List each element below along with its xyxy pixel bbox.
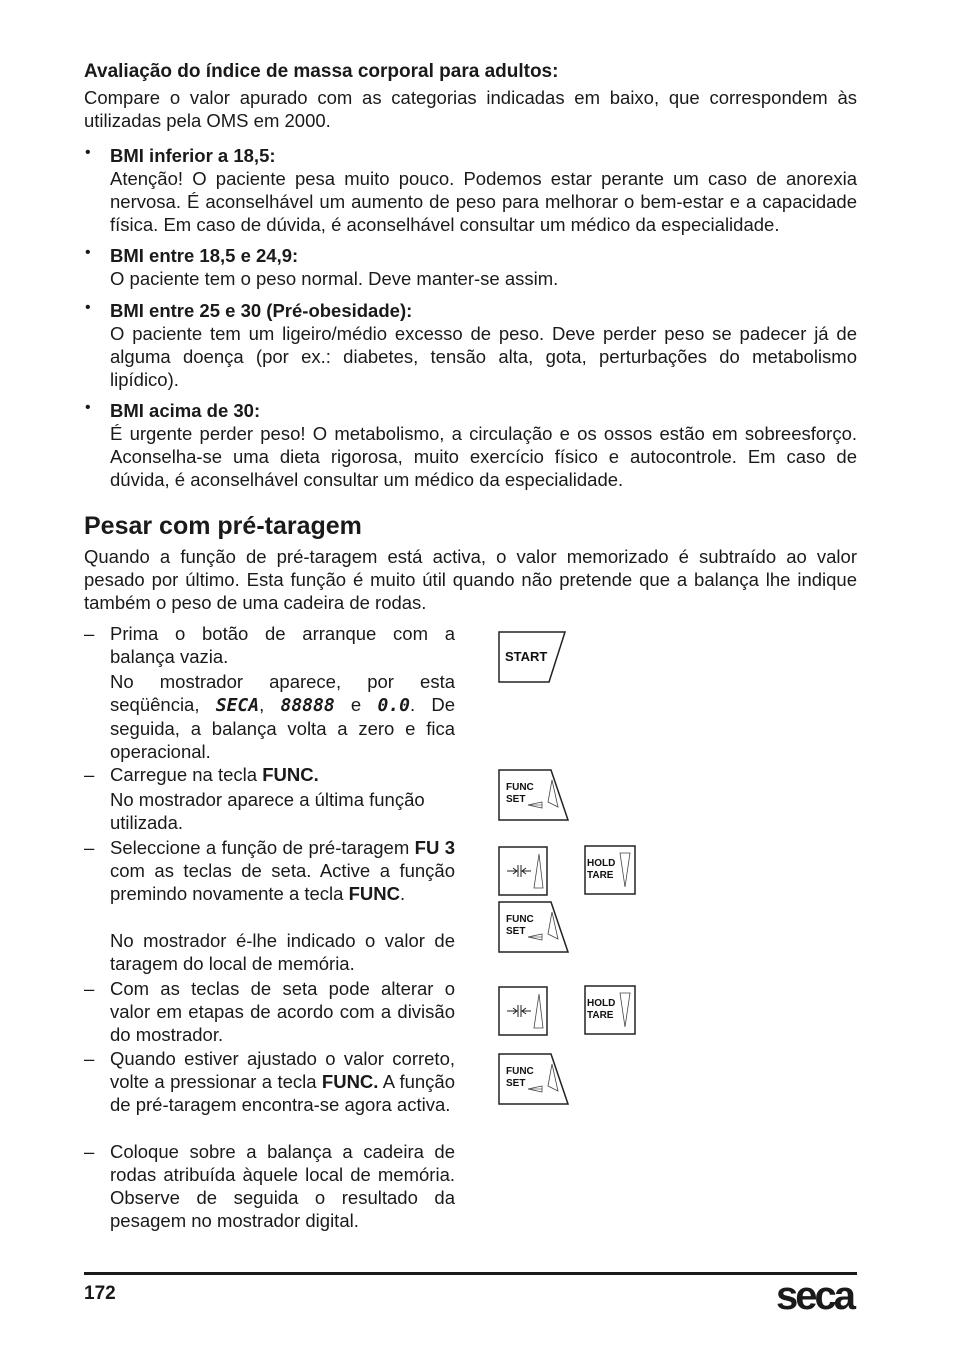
bullet-text: O paciente tem o peso normal. Deve manter-se assim. — [110, 268, 559, 289]
seca-logo: seca — [776, 1274, 853, 1318]
func-set-key-icon: FUNC SET — [498, 901, 570, 953]
bullet-title: BMI entre 25 e 30 (Pré-obesidade): — [110, 300, 413, 321]
func-set-key-icon: FUNC SET — [498, 1053, 570, 1105]
hold-tare-key-icon: HOLD TARE — [584, 985, 638, 1035]
arrow-key-icon — [498, 986, 550, 1036]
step-3: Seleccione a função de pré-taragem FU 3 com as teclas de seta. Active a função premindo novamente a tecla FUNC. — [110, 837, 456, 904]
bullet-text: Atenção! O paciente pesa muito pouco. Podemos estar perante um caso de anorexia nervosa. É aconselhável um aumento de peso para melhorar o bem-estar e a capacidade física. Em caso de dúvida, é aconselhável consultar um médico da especialidade. — [110, 168, 857, 235]
step-5: Quando estiver ajustado o valor correto, volte a pressionar a tecla FUNC. A função de pré-taragem encontra-se agora activa. — [110, 1048, 456, 1115]
bullet-title: BMI inferior a 18,5: — [110, 145, 276, 166]
display-seca: SECA — [215, 695, 260, 716]
start-key-icon: START — [498, 631, 568, 683]
pretare-intro: Quando a função de pré-taragem está activa, o valor memorizado é subtraído ao valor pesado por último. Esta função é muito útil quando não pretende que a balança lhe indique também o peso de uma cadeira de rodas. — [84, 546, 857, 613]
footer-rule — [84, 1272, 857, 1275]
bullet-text: O paciente tem um ligeiro/médio excesso de peso. Deve perder peso se padecer já de alguma doença (por ex.: diabetes, tensão alta, gota, perturbações do metabolismo lipídico). — [110, 323, 857, 390]
bullet-marker: • — [85, 144, 91, 161]
bullet-marker: • — [85, 244, 91, 261]
step-marker: – — [84, 1048, 95, 1069]
step-2: Carregue na tecla FUNC. — [110, 764, 319, 785]
bullet-marker: • — [85, 399, 91, 416]
bullet-title: BMI entre 18,5 e 24,9: — [110, 245, 299, 266]
step-1: Prima o botão de arranque com a balança vazia. — [110, 623, 455, 667]
step-2-note: No mostrador aparece a última função utilizada. — [110, 789, 425, 833]
step-marker: – — [84, 837, 95, 858]
bullet-title: BMI acima de 30: — [110, 400, 261, 421]
hold-tare-key-icon: HOLD TARE — [584, 845, 638, 895]
pretare-heading: Pesar com pré-taragem — [84, 512, 362, 540]
page-number: 172 — [84, 1283, 116, 1304]
bmi-intro: Compare o valor apurado com as categorias indicadas em baixo, que correspondem às utilizadas pela OMS em 2000. — [84, 87, 857, 131]
step-4: Com as teclas de seta pode alterar o valor em etapas de acordo com a divisão do mostrador. — [110, 978, 455, 1045]
step-marker: – — [84, 978, 95, 999]
display-88888: 88888 — [280, 695, 335, 716]
step-6: Coloque sobre a balança a cadeira de rodas atribuída àquele local de memória. Observe de seguida o resultado da pesagem no mostrador digital. — [110, 1141, 455, 1231]
step-marker: – — [84, 764, 95, 785]
func-set-key-icon: FUNC SET — [498, 769, 570, 821]
step-3-note: No mostrador é-lhe indicado o valor de taragem do local de memória. — [110, 930, 455, 974]
arrow-key-icon — [498, 846, 550, 896]
step-marker: – — [84, 1141, 95, 1162]
display-zero: 0.0 — [377, 695, 410, 716]
bmi-heading: Avaliação do índice de massa corporal para adultos: — [84, 61, 559, 82]
bullet-marker: • — [85, 299, 91, 316]
step-1-display-sequence: No mostrador aparece, por esta seqüência, SECA, 88888 e 0.0. De seguida, a balança volta a zero e fica operacional. — [110, 671, 456, 762]
bullet-text: É urgente perder peso! O metabolismo, a circulação e os ossos estão em sobreesforço. Aconselha-se uma dieta rigorosa, muito exercício físico e autocontrole. Em caso de dúvida, é aconselhável consultar um médico da especialidade. — [110, 423, 857, 490]
step-marker: – — [84, 623, 95, 644]
